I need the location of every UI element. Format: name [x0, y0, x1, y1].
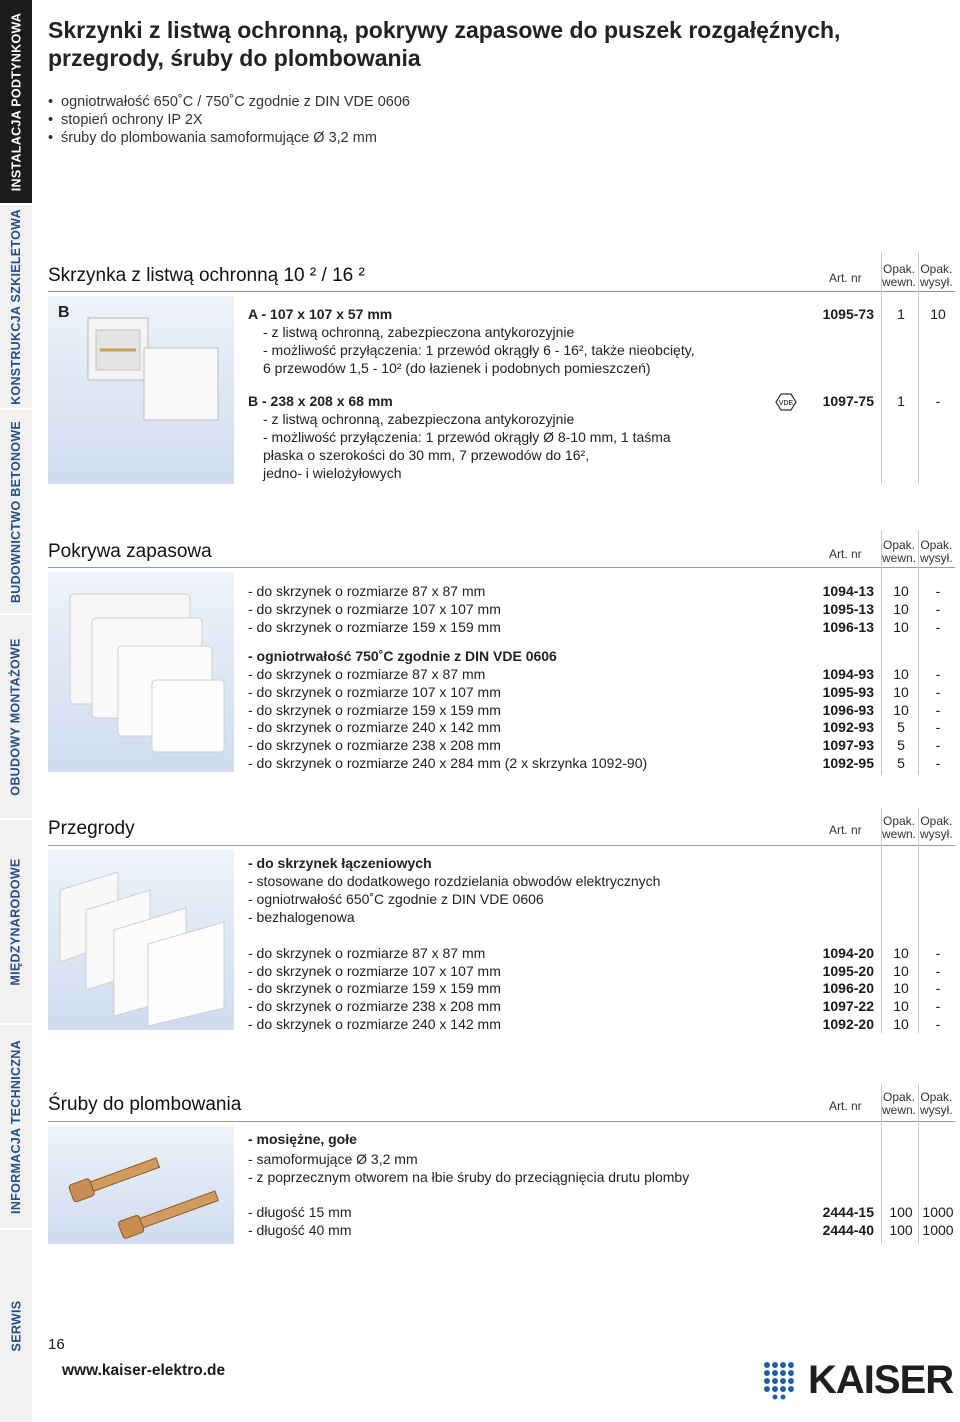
qty-wysyl: -: [935, 666, 941, 682]
column-header-wewn: Opak. wewn.: [882, 262, 917, 289]
list-item: - do skrzynek o rozmiarze 238 x 208 mm: [248, 998, 501, 1014]
qty-wysyl: -: [935, 963, 941, 979]
qty-wewn: 10: [893, 601, 909, 617]
section-title: Pokrywa zapasowa: [48, 541, 212, 562]
page-title: Skrzynki z listwą ochronną, pokrywy zapasowe do puszek rozgałęźnych, przegrody, śruby do plombowania: [48, 17, 841, 71]
column-header-wewn: Opak. wewn.: [882, 538, 917, 565]
qty-wewn: 10: [893, 619, 909, 635]
art-number: 1092-93: [822, 719, 874, 735]
list-item: - długość 15 mm: [248, 1204, 352, 1220]
list-item: - do skrzynek o rozmiarze 87 x 87 mm: [248, 666, 486, 682]
variant-a-desc: 6 przewodów 1,5 - 10² (do łazienek i podobnych pomieszczeń): [263, 360, 651, 376]
qty-wysyl: -: [935, 719, 941, 735]
qty-wewn: 10: [893, 702, 909, 718]
list-item: - długość 40 mm: [248, 1222, 352, 1238]
sidebar-tab-informacja-techniczna[interactable]: INFORMACJA TECHNICZNA: [9, 1039, 24, 1214]
list-item: - do skrzynek o rozmiarze 107 x 107 mm: [248, 601, 501, 617]
junction-box-illustration: [48, 296, 234, 484]
column-header-wysyl: Opak. wysył.: [920, 814, 953, 841]
column-header-art: Art. nr: [829, 1099, 862, 1113]
qty-wysyl: 10: [930, 306, 946, 322]
qty-wysyl: -: [935, 1016, 941, 1032]
list-item: - do skrzynek o rozmiarze 87 x 87 mm: [248, 945, 486, 961]
note: - stosowane do dodatkowego rozdzielania obwodów elektrycznych: [248, 873, 661, 889]
list-item: - do skrzynek o rozmiarze 87 x 87 mm: [248, 583, 486, 599]
section-sidebar: [0, 0, 32, 1422]
list-item: • śruby do plombowania samoformujące Ø 3,2 mm: [48, 129, 410, 147]
list-item: - do skrzynek o rozmiarze 240 x 284 mm (2 x skrzynka 1092-90): [248, 755, 648, 771]
qty-wewn: 5: [897, 755, 905, 771]
art-number: 1096-20: [822, 980, 874, 996]
art-number: 2444-15: [822, 1204, 874, 1220]
qty-wewn: 100: [889, 1204, 913, 1220]
subheading: - ogniotrwałość 750˚C zgodnie z DIN VDE 0606: [248, 648, 557, 664]
svg-text:VDE: VDE: [778, 400, 794, 407]
qty-wysyl: -: [935, 619, 941, 635]
qty-wysyl: 1000: [922, 1204, 954, 1220]
art-number: 1095-93: [822, 684, 874, 700]
art-number: 1094-93: [822, 666, 874, 682]
screws-illustration: [48, 1126, 234, 1244]
sidebar-tab-budownictwo-betonowe[interactable]: BUDOWNICTWO BETONOWE: [9, 420, 23, 603]
qty-wewn: 1: [897, 393, 905, 409]
qty-wewn: 10: [893, 666, 909, 682]
art-number: 1094-13: [822, 583, 874, 599]
qty-wysyl: -: [935, 945, 941, 961]
art-number: 1092-95: [822, 755, 874, 771]
variant-b-desc: jedno- i wielożyłowych: [263, 465, 402, 481]
art-number: 1097-75: [822, 393, 874, 409]
art-number: 1095-73: [822, 306, 874, 322]
product-image-junction-box: [48, 296, 234, 484]
divider: [48, 1121, 955, 1122]
divider: [48, 291, 955, 292]
art-number: 1096-93: [822, 702, 874, 718]
list-item: • ogniotrwałość 650˚C / 750˚C zgodnie z DIN VDE 0606: [48, 93, 410, 111]
kaiser-dots-icon: [762, 1360, 802, 1400]
product-image-spare-covers: [48, 572, 234, 772]
column-header-art: Art. nr: [829, 271, 862, 285]
image-label: B: [58, 304, 70, 321]
variant-b-desc: - z listwą ochronną, zabezpieczona antykorozyjnie: [263, 411, 575, 427]
column-header-art: Art. nr: [829, 823, 862, 837]
divider: [48, 845, 955, 846]
qty-wewn: 10: [893, 684, 909, 700]
divider: [48, 567, 955, 568]
variant-a-desc: - możliwość przyłączenia: 1 przewód okrągły 6 - 16², także nieobcięty,: [263, 342, 695, 358]
qty-wewn: 10: [893, 1016, 909, 1032]
qty-wewn: 1: [897, 306, 905, 322]
qty-wysyl: -: [935, 601, 941, 617]
art-number: 1094-20: [822, 945, 874, 961]
variant-b-title: B - 238 x 208 x 68 mm: [248, 393, 393, 409]
qty-wewn: 10: [893, 998, 909, 1014]
page-number: 16: [48, 1336, 65, 1353]
qty-wysyl: -: [935, 684, 941, 700]
note: - bezhalogenowa: [248, 909, 355, 925]
section-title: Przegrody: [48, 818, 135, 839]
list-item: • stopień ochrony IP 2X: [48, 111, 410, 129]
note: - z poprzecznym otworem na łbie śruby do przeciągnięcia drutu plomby: [248, 1169, 690, 1185]
sidebar-tab-miedzynarodowe[interactable]: MIĘDZYNARODOWE: [9, 857, 23, 986]
product-image-partitions: [48, 850, 234, 1030]
art-number: 1096-13: [822, 619, 874, 635]
brand-logo: [762, 1360, 953, 1400]
sidebar-tab-obudowy-montazowe[interactable]: OBUDOWY MONTAŻOWE: [9, 637, 23, 796]
list-item: - do skrzynek o rozmiarze 238 x 208 mm: [248, 737, 501, 753]
sidebar-tab-serwis[interactable]: SERWIS: [9, 1300, 24, 1352]
partitions-illustration: [48, 850, 234, 1030]
qty-wysyl: -: [935, 980, 941, 996]
qty-wewn: 5: [897, 737, 905, 753]
note: - ogniotrwałość 650˚C zgodnie z DIN VDE 0606: [248, 891, 544, 907]
column-header-wysyl: Opak. wysył.: [920, 1090, 953, 1117]
brand-name: KAISER: [808, 1358, 954, 1402]
art-number: 1097-22: [822, 998, 874, 1014]
website-link[interactable]: www.kaiser-elektro.de: [62, 1362, 226, 1379]
qty-wysyl: -: [935, 702, 941, 718]
list-item: - do skrzynek o rozmiarze 159 x 159 mm: [248, 702, 501, 718]
column-header-wysyl: Opak. wysył.: [920, 538, 953, 565]
section-title: Skrzynka z listwą ochronną 10 ² / 16 ²: [48, 265, 365, 286]
covers-illustration: [48, 572, 234, 772]
art-number: 1095-20: [822, 963, 874, 979]
list-item: - do skrzynek o rozmiarze 107 x 107 mm: [248, 963, 501, 979]
qty-wewn: 5: [897, 719, 905, 735]
qty-wysyl: -: [935, 737, 941, 753]
feature-list: [48, 93, 410, 147]
qty-wewn: 10: [893, 963, 909, 979]
section-title: Śruby do plombowania: [48, 1094, 242, 1115]
art-number: 1092-20: [822, 1016, 874, 1032]
variant-a-title: A - 107 x 107 x 57 mm: [248, 306, 393, 322]
list-item: - do skrzynek o rozmiarze 159 x 159 mm: [248, 980, 501, 996]
list-item: - do skrzynek o rozmiarze 107 x 107 mm: [248, 684, 501, 700]
sidebar-tab-instalacja-podtynkowa[interactable]: INSTALACJA PODTYNKOWA: [0, 0, 32, 203]
product-image-seal-screws: [48, 1126, 234, 1244]
qty-wewn: 100: [889, 1222, 913, 1238]
column-header-wysyl: Opak. wysył.: [920, 262, 953, 289]
qty-wysyl: 1000: [922, 1222, 954, 1238]
variant-b-desc: - możliwość przyłączenia: 1 przewód okrągły Ø 8-10 mm, 1 taśma: [263, 429, 671, 445]
qty-wysyl: -: [935, 755, 941, 771]
note: - samoformujące Ø 3,2 mm: [248, 1151, 418, 1167]
list-item: - do skrzynek o rozmiarze 240 x 142 mm: [248, 1016, 501, 1032]
qty-wewn: 10: [893, 583, 909, 599]
qty-wysyl: -: [935, 583, 941, 599]
subheading: - do skrzynek łączeniowych: [248, 855, 432, 871]
list-item: - do skrzynek o rozmiarze 159 x 159 mm: [248, 619, 501, 635]
art-number: 1097-93: [822, 737, 874, 753]
variant-a-desc: - z listwą ochronną, zabezpieczona antykorozyjnie: [263, 324, 575, 340]
qty-wysyl: -: [935, 998, 941, 1014]
column-header-wewn: Opak. wewn.: [882, 1090, 917, 1117]
art-number: 2444-40: [822, 1222, 874, 1238]
variant-b-desc: płaska o szerokości do 30 mm, 7 przewodów do 16²,: [263, 447, 590, 463]
art-number: 1095-13: [822, 601, 874, 617]
qty-wewn: 10: [893, 980, 909, 996]
column-header-art: Art. nr: [829, 547, 862, 561]
list-item: - do skrzynek o rozmiarze 240 x 142 mm: [248, 719, 501, 735]
column-header-wewn: Opak. wewn.: [882, 814, 917, 841]
subheading: - mosiężne, gołe: [248, 1131, 357, 1147]
sidebar-tab-konstrukcja-szkieletowa[interactable]: KONSTRUKCJA SZKIELETOWA: [9, 208, 23, 405]
qty-wysyl: -: [935, 393, 941, 409]
qty-wewn: 10: [893, 945, 909, 961]
